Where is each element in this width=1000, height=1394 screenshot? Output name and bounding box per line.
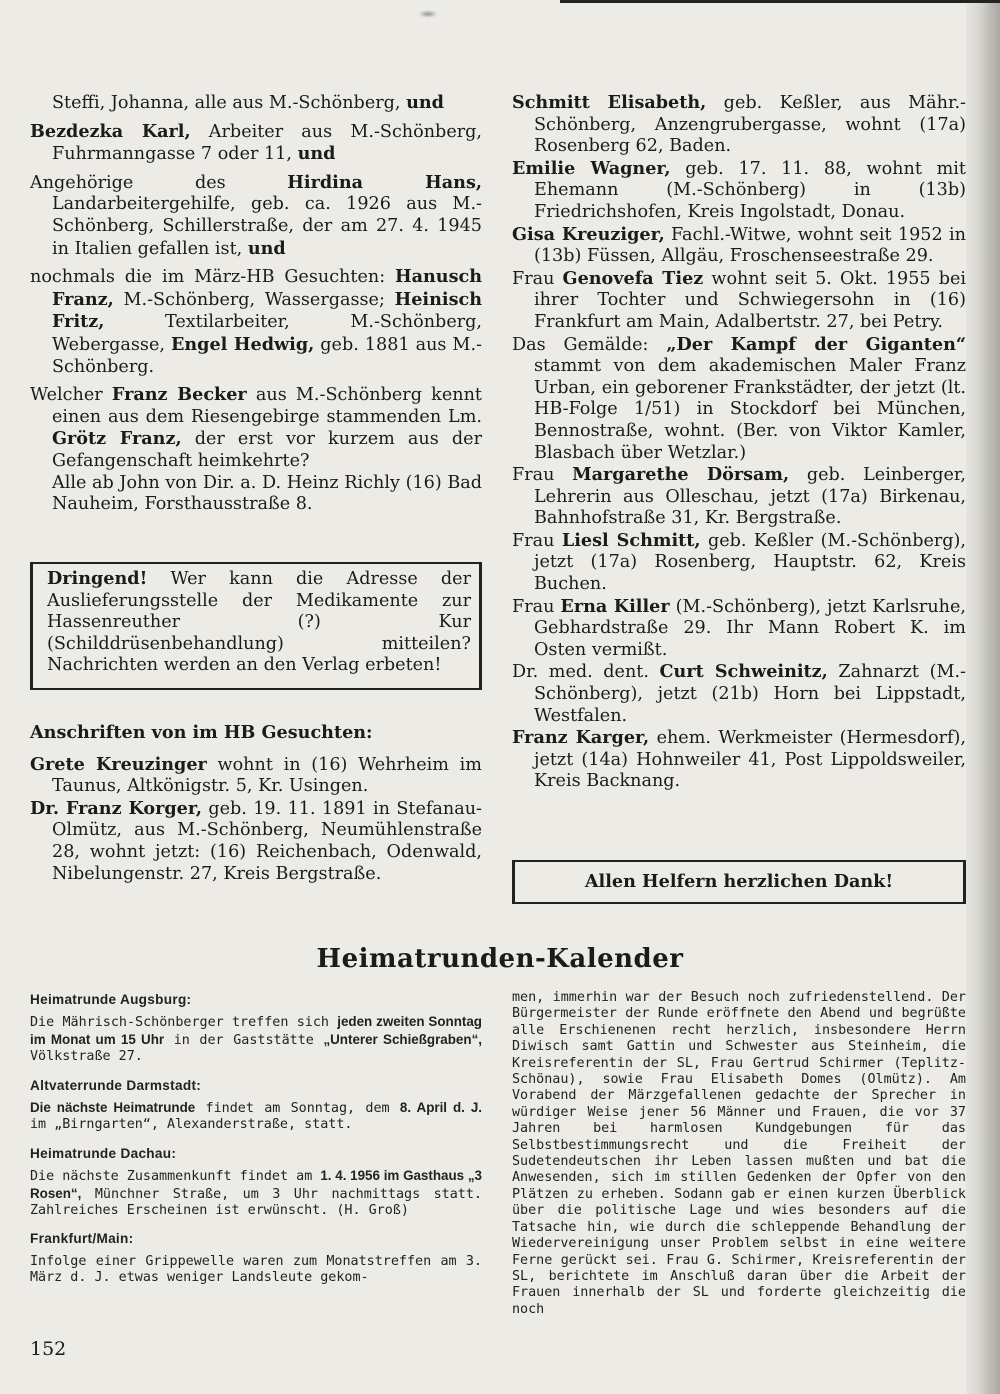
bold-text: Hirdina Hans, <box>287 171 482 193</box>
calendar-heading: Heimatrunde Augsburg: <box>30 992 192 1007</box>
left-column <box>30 92 482 516</box>
bold-text: 1. 4. 1956 im Gasthaus „3 Rosen“, <box>30 1168 482 1201</box>
text: Dr. med. dent. <box>512 662 660 683</box>
text: Frau <box>512 268 563 289</box>
urgent-text: Wer kann die Adresse der Auslieferungsstelle der Medikamente zur Hassenreuther (?) Kur (Schilddrüsenbehandlung) mitteilen? Nachrichten werden an den Verlag erbeten! <box>47 569 471 676</box>
right-column <box>512 92 966 793</box>
text: der erst vor kurzem aus der Gefangenschaft heimkehrte? <box>52 429 482 471</box>
left-paragraph <box>30 172 482 260</box>
calendar-entry <box>30 1168 482 1219</box>
calendar-right-text: men, immerhin war der Besuch noch zufriedenstellend. Der Bürgermeister der Runde eröffnete den Abend und begrüßte alle Erschienenen recht herzlich, insbesondere Herrn Diwisch samt Gattin und Schwester aus Steinheim, die Kreisreferentin der SL, Frau Gertrud Schirmer (Teplitz-Schönau), sowie Frau Elisabeth Domes (Olmütz). Am Vorabend der Märzgefallenen gedachte der Sprecher in würdiger Weise jener 56 Männer und Frauen, die vor 37 Jahren bei harmlosen Kundgebungen für das Selbstbestimmungsrecht und die Freiheit der Sudetendeutschen ihr Leben lassen mußten und bat die Anwesenden, sich im stillen Gedenken der Opfer von den Plätzen zu erheben. Sodann gab er einen kurzen Überblick über die politische Lage und wies besonders auf die Tatsache hin, wie durch die schleppende Behandlung der Wiedervereinigung unser Problem selbst in eine weitere Ferne gerückt sei. Frau G. Schirmer, Kreisreferentin der SL, berichtete im Anschluß daran über die Arbeit der Frauen innerhalb der SL und forderte gleichzeitig die noch <box>512 990 966 1317</box>
bold-text: Schmitt Elisabeth, <box>512 92 707 113</box>
left-paragraph <box>30 384 482 472</box>
right-paragraph <box>512 92 966 158</box>
urgent-notice-box <box>30 562 482 690</box>
bold-text: Heinisch Fritz, <box>52 288 482 333</box>
calendar-left-column <box>30 992 482 1299</box>
calendar-right-column <box>512 990 966 1330</box>
bold-text: Franz Karger, <box>512 727 650 749</box>
bold-text: Liesl Schmitt, <box>561 529 701 551</box>
bold-text: Die nächste Heimatrunde <box>30 1100 196 1116</box>
text: wohnt in (16) Wehrheim im Taunus, Altkönigstr. 5, Kr. Usingen. <box>52 754 482 797</box>
text: Frau <box>512 530 562 551</box>
bold-text: Engel Hedwig, <box>170 333 315 355</box>
bold-text: Franz Becker <box>111 384 247 406</box>
thanks-box: Allen Helfern herzlichen Dank! <box>512 860 966 904</box>
bold-text: Hanusch Franz, <box>52 266 482 310</box>
bold-text: Emilie Wagner, <box>512 157 671 179</box>
page-number: 152 <box>30 1338 67 1360</box>
text: Angehörige des <box>30 172 288 193</box>
calendar-heading: Heimatrunde Dachau: <box>30 1145 177 1161</box>
right-paragraph <box>512 661 966 727</box>
addresses-heading: Anschriften von im HB Gesuchten: <box>30 722 373 743</box>
right-paragraph <box>512 727 966 793</box>
text: findet am Sonntag, dem <box>195 1101 400 1117</box>
text: ehem. Werkmeister (Hermesdorf), jetzt (14a) Hohnweiler 41, Post Lippoldsweiler, Kreis Backnang. <box>534 728 966 792</box>
bold-text: Grötz Franz, <box>52 428 182 450</box>
text: stammt von dem akademischen Maler Franz Urban, ein geborener Frankstädter, der jetzt (lt. HB-Folge 1/51) in Stockdorf bei München, Bennostraße, wohnt. (Ber. von Viktor Kamler, Blasbach über Wetzlar.) <box>534 356 966 463</box>
text: geb. Leinberger, Lehrerin aus Olleschau, jetzt (17a) Birkenau, Bahnhofstraße 31, Kr. Bergstraße. <box>534 465 966 529</box>
text: M.-Schönberg, Wassergasse; <box>113 289 395 310</box>
text: Arbeiter aus M.-Schönberg, Fuhrmanngasse 7 oder 11, <box>52 121 482 165</box>
urgent-lead: Dringend! <box>47 568 148 589</box>
text: Die nächste Zusammenkunft findet am <box>30 1169 321 1185</box>
text: aus M.-Schönberg kennt einen aus dem Riesengebirge stammenden Lm. <box>52 385 482 427</box>
text: Münchner Straße, um 3 Uhr nachmittags statt. Zahlreiches Erscheinen ist erwünscht. (H. Groß) <box>30 1186 482 1219</box>
text: Frau <box>512 465 573 486</box>
calendar-entry <box>30 1100 482 1134</box>
smudge <box>418 10 438 18</box>
text: im „Birngarten“, Alexanderstraße, statt. <box>30 1117 353 1133</box>
left-paragraph <box>30 121 482 166</box>
text: Das Gemälde: <box>512 334 667 355</box>
right-paragraph <box>512 464 966 530</box>
bold-text: Genovefa Tiez <box>562 267 704 289</box>
text: Welcher <box>30 385 112 406</box>
bold-text: „Der Kampf der Giganten“ <box>666 333 966 355</box>
text: Zahnarzt (M.-Schönberg), jetzt (21b) Horn bei Lippstadt, Westfalen. <box>534 662 967 726</box>
left-paragraph <box>30 473 482 516</box>
text: Die Mährisch-Schönberger treffen sich <box>30 1015 338 1031</box>
address-entry <box>30 798 482 885</box>
right-paragraph <box>512 530 966 596</box>
text: Landarbeitergehilfe, geb. ca. 1926 aus M.-Schönberg, Schillerstraße, der am 27. 4. 1945 in Italien gefallen ist, <box>52 194 482 259</box>
text: Völkstraße 27. <box>30 1049 143 1065</box>
bold-text: und <box>247 237 286 259</box>
text: Infolge einer Grippewelle waren zum Monatstreffen am 3. März d. J. etwas weniger Landsleute gekom- <box>30 1253 482 1286</box>
bold-text: Bezdezka Karl, <box>30 120 191 142</box>
text: Textilarbeiter, M.-Schönberg, Webergasse, <box>52 312 482 355</box>
text: wohnt seit 5. Okt. 1955 bei ihrer Tochter und Schwiegersohn in (16) Frankfurt am Main, Adalbertstr. 27, bei Petry. <box>534 268 967 332</box>
right-paragraph <box>512 268 966 334</box>
right-paragraph <box>512 158 966 224</box>
text: Steffi, Johanna, alle aus M.-Schönberg, <box>52 93 407 113</box>
calendar-entry <box>30 1014 482 1065</box>
text: in der Gaststätte <box>164 1032 324 1048</box>
bold-text: und <box>297 143 336 165</box>
calendar-heading: Altvaterrunde Darmstadt: <box>30 1077 202 1093</box>
text: geb. 1881 aus M.-Schönberg. <box>52 334 482 377</box>
bold-text: und <box>406 92 444 113</box>
left-paragraph <box>30 92 482 115</box>
right-paragraph <box>512 596 966 662</box>
bold-text: jeden zweiten Sonntag im Monat um 15 Uhr <box>30 1014 482 1047</box>
calendar-heading: Frankfurt/Main: <box>30 1231 134 1247</box>
bold-text: Dr. Franz Korger, <box>30 797 202 819</box>
text: geb. 17. 11. 88, wohnt mit Ehemann (M.-Schönberg) in (13b) Friedrichshofen, Kreis Ingolstadt, Donau. <box>534 158 966 222</box>
text: Frau <box>512 596 561 617</box>
addresses-entries <box>30 754 482 886</box>
right-paragraph <box>512 224 966 268</box>
text: Alle ab John von Dir. a. D. Heinz Richly (16) Bad Nauheim, Forsthausstraße 8. <box>52 472 482 515</box>
bold-text: 8. April d. J. <box>399 1100 483 1116</box>
bold-text: Margarethe Dörsam, <box>572 464 790 486</box>
bold-text: Grete Kreuzinger <box>30 753 207 775</box>
text: geb. Keßler (M.-Schönberg), jetzt (17a) Rosenberg, Hauptstr. 62, Kreis Buchen. <box>534 530 966 595</box>
right-paragraph <box>512 334 966 465</box>
bold-text: „Unterer Schießgraben“, <box>323 1031 482 1047</box>
text: (M.-Schönberg), jetzt Karlsruhe, Gebhardstraße 29. Ihr Mann Robert K. im Osten vermißt. <box>534 596 966 660</box>
bold-text: Gisa Kreuziger, <box>512 223 665 245</box>
calendar-entry <box>30 1254 482 1287</box>
address-entry <box>30 754 482 798</box>
text: Fachl.-Witwe, wohnt seit 1952 in (13b) Füssen, Allgäu, Froschenseestraße 29. <box>534 224 966 267</box>
calendar-title: Heimatrunden-Kalender <box>316 944 684 974</box>
text: nochmals die im März-HB Gesuchten: <box>30 267 395 288</box>
text: geb. Keßler, aus Mähr.-Schönberg, Anzengrubergasse, wohnt (17a) Rosenberg 62, Baden. <box>534 93 966 157</box>
addresses-section <box>30 722 482 885</box>
bold-text: Erna Killer <box>560 595 670 617</box>
left-paragraph <box>30 266 482 378</box>
top-rule <box>560 0 1000 3</box>
text: geb. 19. 11. 1891 in Stefanau-Olmütz, aus M.-Schönberg, Neumühlenstraße 28, wohnt jetzt: (16) Reichenbach, Odenwald, Nibelungenstr. 27, Kreis Bergstraße. <box>52 798 482 884</box>
bold-text: Curt Schweinitz, <box>659 661 828 683</box>
page-edge <box>966 0 1000 1394</box>
